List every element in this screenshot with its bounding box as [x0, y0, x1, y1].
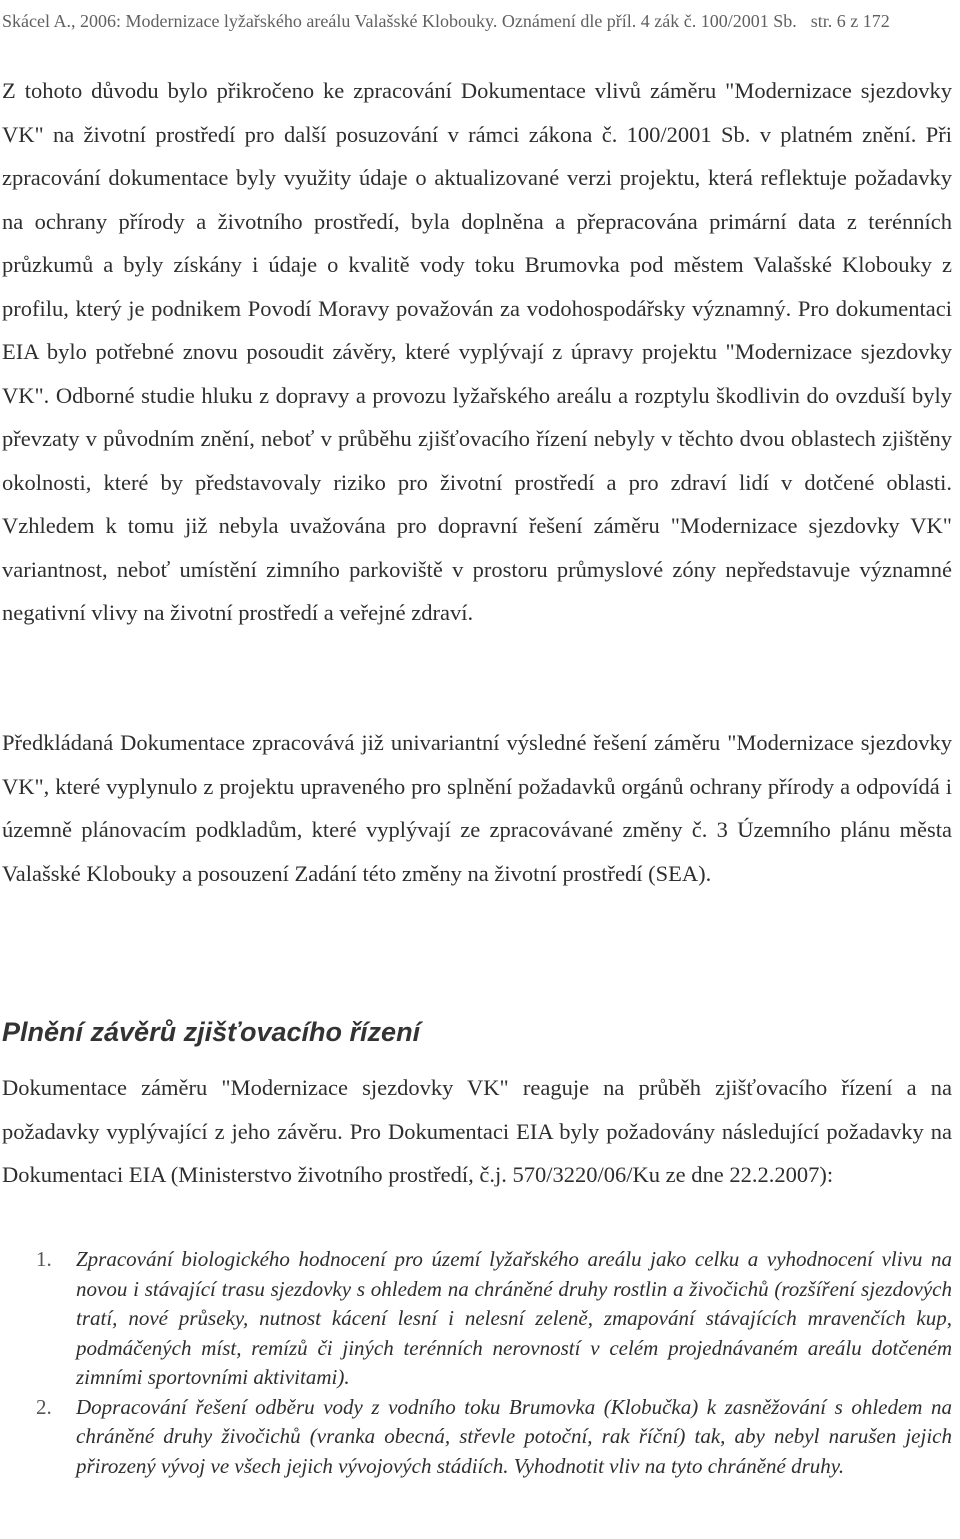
body-paragraph: Předkládaná Dokumentace zpracovává již univariantní výsledné řešení záměru "Modernizace sjezdovky VK", které vyplynulo z projektu upraveného pro splnění požadavků orgánů ochrany přírody a odpovídá i územně plánovacím podkladům, které vyplývají ze zpracovávané změny č. 3 Územního plánu města Valašské Klobouky a posouzení Zadání této změny na životní prostředí (SEA). — [2, 730, 952, 886]
section-intro-paragraph: Dokumentace záměru "Modernizace sjezdovky VK" reaguje na průběh zjišťovacího řízení a na požadavky vyplývající z jeho závěru. Pro Dokumentaci EIA byly požadovány následující požadavky na Dokumentaci EIA (Ministerstvo životního prostředí, č.j. 570/3220/06/Ku ze dne 22.2.2007): — [2, 1075, 952, 1187]
header-citation: Skácel A., 2006: Modernizace lyžařského areálu Valašské Klobouky. Oznámení dle příl. 4 zák č. 100/2001 Sb. — [2, 11, 797, 31]
requirements-list — [0, 1245, 952, 1481]
page-indicator: str. 6 z 172 — [810, 11, 890, 31]
body-paragraph: Z tohoto důvodu bylo přikročeno ke zpracování Dokumentace vlivů záměru "Modernizace sjezdovky VK" na životní prostředí pro další posuzování v rámci zákona č. 100/2001 Sb. v platném znění. Při zpracování dokumentace byly využity údaje o aktualizované verzi projektu, která reflektuje požadavky na ochrany přírody a životního prostředí, byla doplněna a přepracována primární data z terénních průzkumů a byly získány i údaje o kvalitě vody toku Brumovka pod městem Valašské Klobouky z profilu, který je podnikem Povodí Moravy považován za vodohospodářsky významný. Pro dokumentaci EIA bylo potřebné znovu posoudit závěry, které vyplývají z úpravy projektu "Modernizace sjezdovky VK". Odborné studie hluku z dopravy a provozu lyžařského areálu a rozptylu škodlivin do ovzduší byly převzaty v původním znění, neboť v průběhu zjišťovacího řízení nebyly v těchto dvou oblastech zjištěny okolnosti, které by představovaly riziko pro životní prostředí a pro zdraví lidí v dotčené oblasti. Vzhledem k tomu již nebyla uvažována pro dopravní řešení záměru "Modernizace sjezdovky VK" variantnost, neboť umístění zimního parkoviště v prostoru průmyslové zóny nepředstavuje významné negativní vlivy na životní prostředí a veřejné zdraví. — [2, 78, 952, 625]
list-item-number: 1. — [36, 1247, 52, 1271]
page-header — [2, 4, 952, 38]
list-item — [0, 1393, 952, 1482]
list-item — [0, 1245, 952, 1393]
list-item-text: Zpracování biologického hodnocení pro území lyžařského areálu jako celku a vyhodnocení vlivu na novou i stávající trasu sjezdovky s ohledem na chráněné druhy rostlin a živočichů (rozšíření sjezdových tratí, nové průseky, nutnost kácení lesní i nelesní zeleně, zmapování stávajících mravenčích kup, podmáčených míst, remízů či jiných terénních nerovností v celém projednávaném areálu dotčeném zimními sportovními aktivitami). — [76, 1247, 952, 1389]
list-item-text: Dopracování řešení odběru vody z vodního toku Brumovka (Klobučka) k zasněžování s ohledem na chráněné druhy živočichů (vranka obecná, střevle potoční, rak říční) tak, aby nebyl narušen jejich přirozený vývoj ve všech jejich vývojových stádiích. Vyhodnotit vliv na tyto chráněné druhy. — [76, 1394, 952, 1478]
section-heading: Plnění závěrů zjišťovacího řízení — [2, 1017, 421, 1047]
list-item-number: 2. — [36, 1394, 52, 1419]
